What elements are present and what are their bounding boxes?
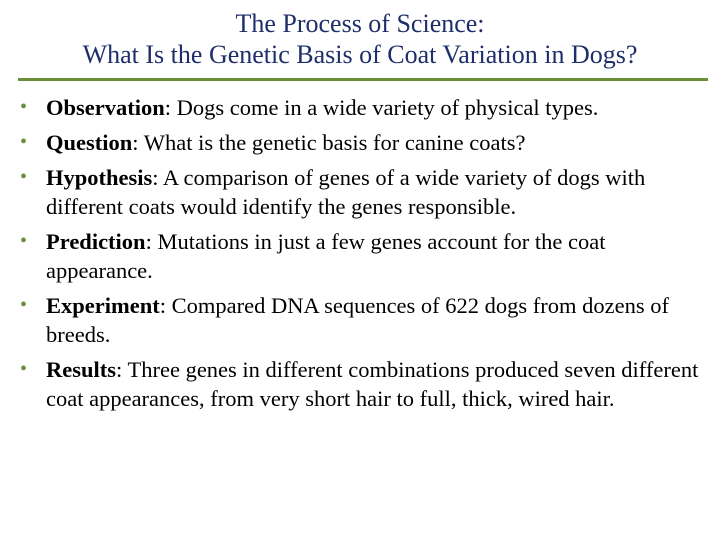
bullet-list (0, 93, 720, 419)
bullet-dot-icon: • (20, 294, 28, 316)
bullet-experiment (0, 291, 720, 349)
bullet-term: Question (46, 130, 133, 155)
bullet-dot-icon: • (20, 96, 28, 118)
title-divider (18, 78, 708, 81)
bullet-text: : What is the genetic basis for canine coats? (132, 130, 526, 155)
slide-title (0, 8, 720, 70)
bullet-term: Experiment (46, 293, 160, 318)
bullet-observation (0, 93, 720, 122)
bullet-dot-icon: • (20, 230, 28, 252)
bullet-text: : A comparison of genes of a wide variety of dogs with different coats would identify the genes responsible. (46, 165, 646, 219)
bullet-text: : Three genes in different combinations produced seven different coat appearances, from very short hair to full, thick, wired hair. (46, 357, 699, 411)
title-line-2: What Is the Genetic Basis of Coat Variation in Dogs? (82, 40, 638, 69)
bullet-text: : Compared DNA sequences of 622 dogs from dozens of breeds. (46, 293, 670, 347)
bullet-dot-icon: • (20, 358, 28, 380)
title-line-1: The Process of Science: (235, 9, 485, 38)
bullet-term: Results (46, 357, 117, 382)
bullet-dot-icon: • (20, 166, 28, 188)
bullet-term: Observation (46, 95, 165, 120)
bullet-question (0, 128, 720, 157)
bullet-text: : Dogs come in a wide variety of physical types. (164, 95, 599, 120)
bullet-text: : Mutations in just a few genes account for the coat appearance. (46, 229, 606, 283)
bullet-term: Prediction (46, 229, 146, 254)
bullet-results (0, 355, 720, 413)
bullet-dot-icon: • (20, 131, 28, 153)
bullet-term: Hypothesis (46, 165, 153, 190)
bullet-hypothesis (0, 163, 720, 221)
bullet-prediction (0, 227, 720, 285)
